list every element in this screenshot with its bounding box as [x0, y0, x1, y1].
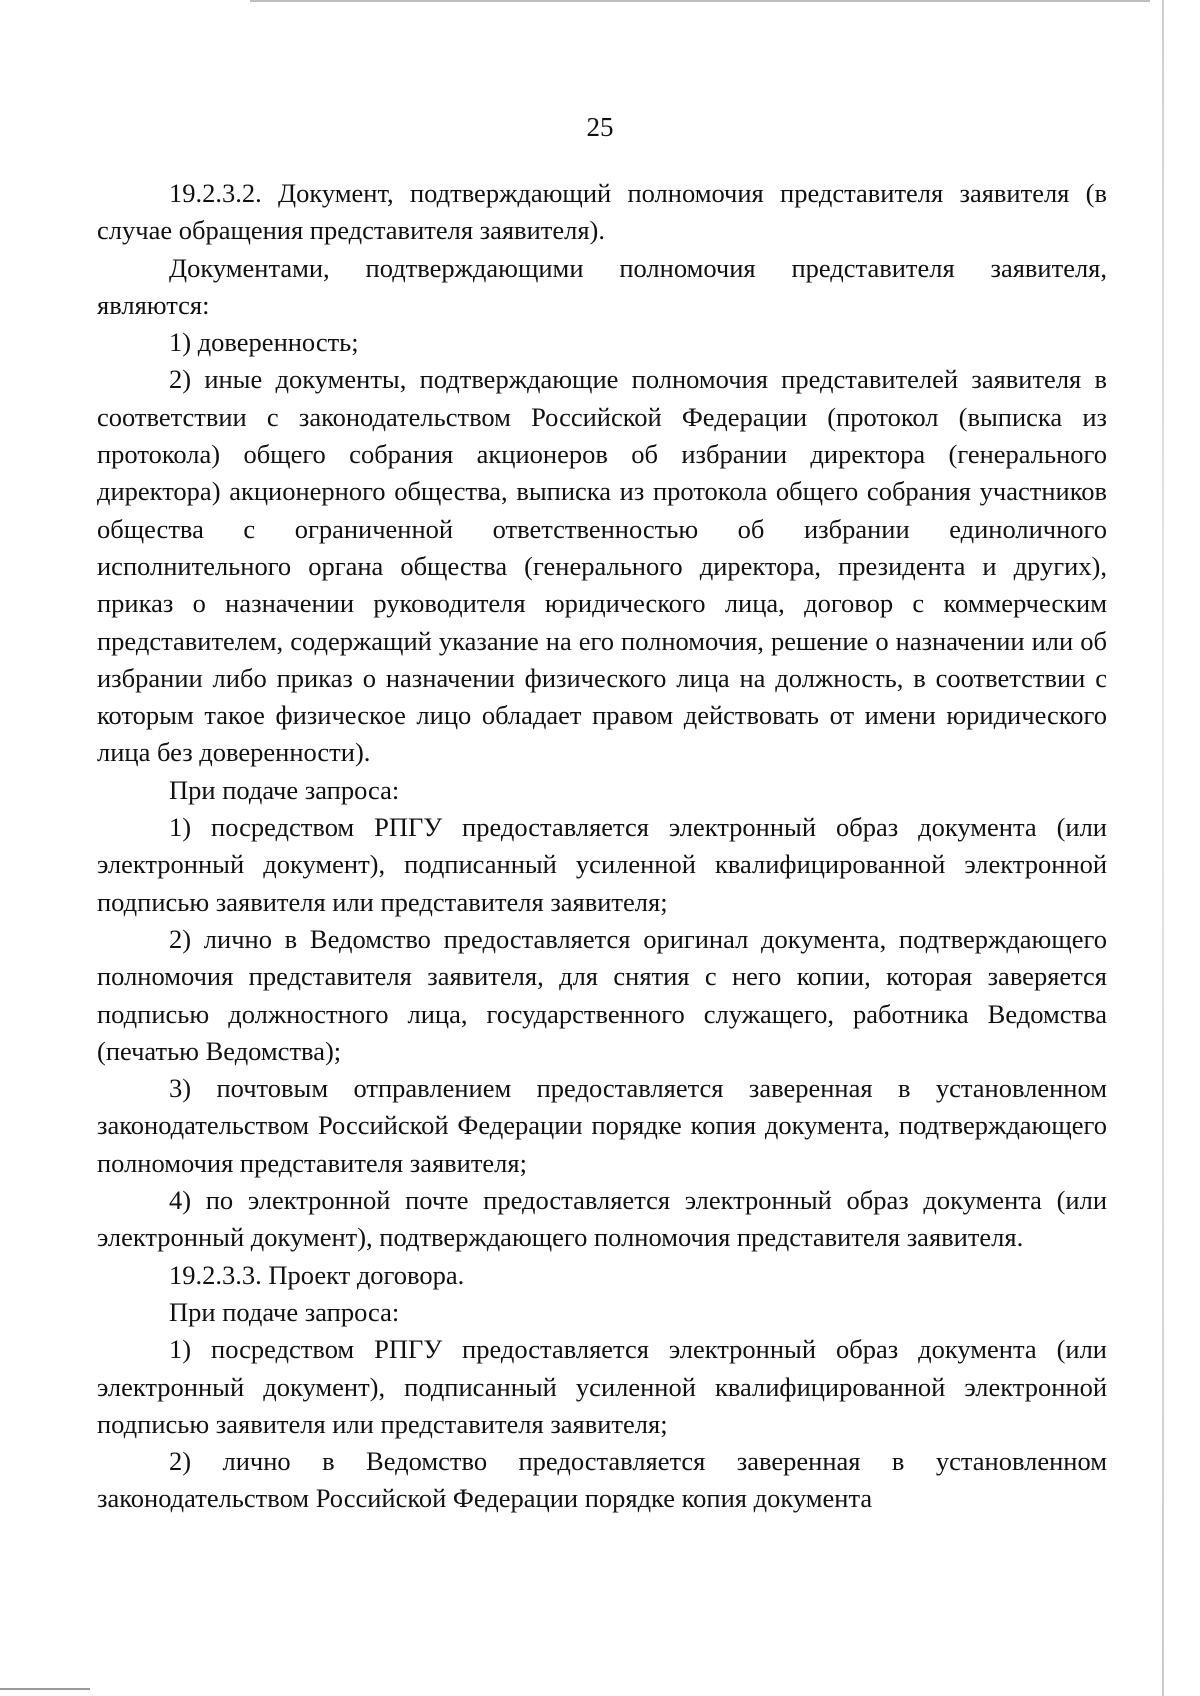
list-item-via-rpgu: 1) посредством РПГУ предоставляется электронный образ документа (или электронный документ), подписанный усиленной квалифицированной электронной подписью заявителя или представителя заявителя; [97, 812, 1107, 917]
paragraph-when-submitting-2: При подаче запроса: [169, 1296, 400, 1327]
document-body [97, 175, 1107, 1518]
list-item-by-post: 3) почтовым отправлением предоставляется заверенная в установленном законодательством Российской Федерации порядке копия документа, подтверждающего полномочия представителя заявителя; [97, 1073, 1107, 1178]
paragraph-19-2-3-3: 19.2.3.3. Проект договора. [169, 1259, 465, 1290]
scan-edge-top [250, 0, 1150, 2]
page-number: 25 [586, 112, 614, 142]
list-item-other-documents: 2) иные документы, подтверждающие полномочия представителей заявителя в соответствии с законодательством Российской Федерации (протокол (выписка из протокола) общего собрания акционеров об избрании директора (генерального директора) акционерного общества, выписка из протокола общего собрания участников общества с ограниченной ответственностью об избрании единоличного исполнительного органа общества (генерального директора, президента и других), приказ о назначении руководителя юридического лица, договор с коммерческим представителем, содержащий указание на его полномочия, решение о назначении или об избрании либо приказ о назначении физического лица на должность, в соответствии с которым такое физическое лицо обладает правом действовать от имени юридического лица без доверенности). [97, 364, 1107, 768]
paragraph-19-2-3-2: 19.2.3.2. Документ, подтверждающий полномочия представителя заявителя (в случае обращения представителя заявителя). [97, 178, 1107, 246]
list-item-in-person-2: 2) лично в Ведомство предоставляется заверенная в установленном законодательством Российской Федерации порядке копия документа [97, 1446, 1107, 1514]
list-item-via-rpgu-2: 1) посредством РПГУ предоставляется электронный образ документа (или электронный документ), подписанный усиленной квалифицированной электронной подписью заявителя или представителя заявителя; [97, 1334, 1107, 1439]
paragraph-when-submitting: При подаче запроса: [169, 774, 400, 805]
list-item-in-person: 2) лично в Ведомство предоставляется оригинал документа, подтверждающего полномочия представителя заявителя, для снятия с него копии, которая заверяется подписью должностного лица, государственного служащего, работника Ведомства (печатью Ведомства); [97, 923, 1107, 1066]
scan-edge-right [1162, 0, 1164, 1696]
list-item-power-of-attorney: 1) доверенность; [169, 327, 359, 358]
scan-edge-bottom [0, 1688, 90, 1690]
list-item-by-email: 4) по электронной почте предоставляется электронный образ документа (или электронный документ), подтверждающего полномочия представителя заявителя. [97, 1185, 1107, 1253]
paragraph-authority-documents: Документами, подтверждающими полномочия представителя заявителя, являются: [97, 252, 1107, 320]
